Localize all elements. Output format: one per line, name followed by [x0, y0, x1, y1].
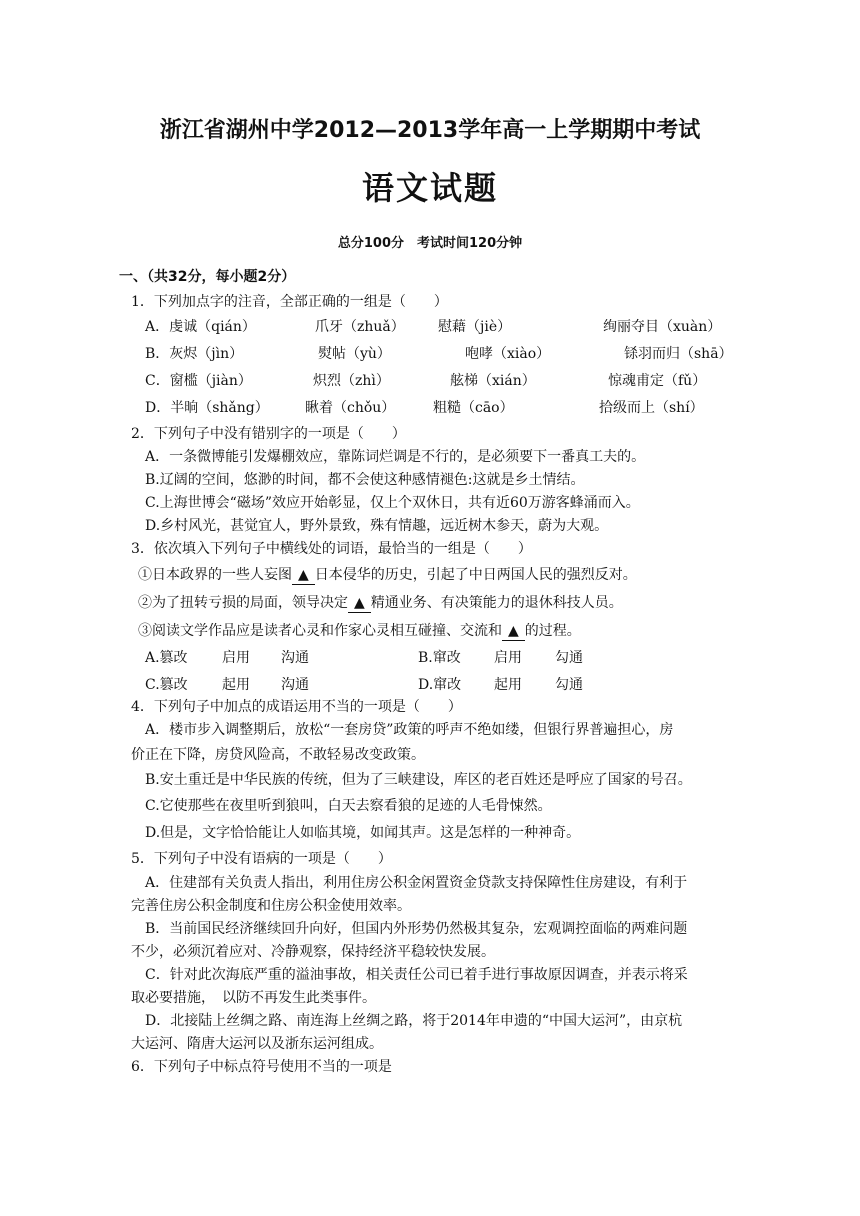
question-2-stem: 2．下列句子中没有错别字的一项是（ ） — [131, 426, 406, 442]
q3-option: 起用 — [222, 677, 250, 693]
section-heading: 一、（共32分，每小题2分） — [119, 269, 296, 285]
q2-option-b: B.辽阔的空间，悠渺的时间，都不会使这种感情褪色:这就是乡土情结。 — [145, 472, 585, 488]
q2-option-c: C.上海世博会“磁场”效应开始彰显，仅上个双休日，共有近60万游客蜂涌而入。 — [145, 495, 640, 511]
q3-option: C.篡改 — [145, 677, 188, 693]
q3-sentence-3-end: 的过程。 — [524, 623, 581, 639]
q3-sentence-3-start: ③阅读文学作品应是读者心灵和作家心灵相互碰撞、交流和 — [138, 623, 502, 639]
q4-option-c: C.它使那些在夜里听到狼叫，白天去察看狼的足迹的人毛骨悚然。 — [145, 798, 552, 814]
q3-sentence-3 — [138, 622, 581, 641]
q1-option: 爪牙（zhuǎ） — [315, 319, 405, 335]
fill-blank: ▲ — [348, 594, 371, 613]
q1-option: A．虔诚（qián） — [145, 319, 256, 335]
question-1-stem: 1．下列加点字的注音，全部正确的一组是（ ） — [131, 294, 448, 310]
q1-option: 熨帖（yù） — [318, 346, 391, 362]
q3-option: 勾通 — [555, 677, 583, 693]
q3-option: 沟通 — [281, 677, 309, 693]
q3-option: A.篡改 — [145, 650, 188, 666]
q1-option: B．灰烬（jìn） — [145, 346, 244, 362]
q5-option-c-cont: 取必要措施， 以防不再发生此类事件。 — [131, 990, 376, 1006]
q1-option: 绚丽夺目（xuàn） — [603, 319, 722, 335]
q3-sentence-2-end: 精通业务、有决策能力的退休科技人员。 — [370, 595, 623, 611]
question-6-stem: 6．下列句子中标点符号使用不当的一项是 — [131, 1059, 392, 1075]
q1-option: 粗糙（cāo） — [433, 400, 514, 416]
q1-option: 拾级而上（shí） — [599, 400, 704, 416]
q2-option-d: D.乡村风光，甚觉宜人，野外景致，殊有情趣，远近树木参天，蔚为大观。 — [145, 518, 609, 534]
question-5-stem: 5．下列句子中没有语病的一项是（ ） — [131, 851, 392, 867]
q5-option-b: B．当前国民经济继续回升向好，但国内外形势仍然极其复杂，宏观调控面临的两难问题 — [145, 921, 688, 937]
question-3-stem: 3．依次填入下列句子中横线处的词语，最恰当的一组是（ ） — [131, 541, 532, 557]
q5-option-a: A．住建部有关负责人指出，利用住房公积金闲置资金贷款支持保障性住房建设，有利于 — [145, 875, 688, 891]
q3-sentence-1-start: ①日本政界的一些人妄图 — [138, 567, 292, 583]
question-4-stem: 4．下列句子中加点的成语运用不当的一项是（ ） — [131, 699, 462, 715]
q1-option: C．窗槛（jiàn） — [145, 373, 252, 389]
q4-option-a: A．楼市步入调整期后，放松“一套房贷”政策的呼声不绝如缕，但银行界普遍担心，房 — [145, 722, 674, 738]
q1-option: 炽烈（zhì） — [313, 373, 390, 389]
fill-blank: ▲ — [292, 566, 315, 585]
q3-option: 沟通 — [281, 650, 309, 666]
q3-option: 启用 — [494, 650, 522, 666]
q1-option: 舷梯（xián） — [450, 373, 536, 389]
exam-title: 浙江省湖州中学2012—2013学年高一上学期期中考试 — [159, 118, 701, 143]
q3-option: 起用 — [494, 677, 522, 693]
q3-option: D.窜改 — [418, 677, 462, 693]
q3-sentence-2 — [138, 594, 623, 613]
subject-title: 语文试题 — [361, 169, 498, 207]
q1-option: D．半晌（shǎng） — [145, 400, 269, 416]
q4-option-d: D.但是，文字恰恰能让人如临其境，如闻其声。这是怎样的一种神奇。 — [145, 825, 581, 841]
q3-sentence-2-start: ②为了扭转亏损的局面，领导决定 — [138, 595, 348, 611]
q1-option: 瞅着（chǒu） — [305, 400, 396, 416]
q1-option: 慰藉（jiè） — [438, 319, 512, 335]
q5-option-d: D．北接陆上丝绸之路、南连海上丝绸之路，将于2014年申遗的“中国大运河”，由京杭 — [145, 1013, 683, 1029]
q1-option: 惊魂甫定（fǔ） — [608, 373, 707, 389]
exam-meta: 总分100分 考试时间120分钟 — [337, 236, 523, 251]
q2-option-a: A．一条微博能引发爆棚效应，靠陈词烂调是不行的，是必须要下一番真工夫的。 — [145, 449, 646, 465]
q3-sentence-1-end: 日本侵华的历史，引起了中日两国人民的强烈反对。 — [314, 567, 637, 583]
q3-option: 勾通 — [555, 650, 583, 666]
q3-option: B.窜改 — [418, 650, 461, 666]
q1-option: 铩羽而归（shā） — [624, 346, 733, 362]
q4-option-a-cont: 价正在下降，房贷风险高，不敢轻易改变政策。 — [131, 747, 425, 763]
q5-option-c: C．针对此次海底严重的溢油事故，相关责任公司已着手进行事故原因调查，并表示将采 — [145, 967, 688, 983]
q3-option: 启用 — [222, 650, 250, 666]
q1-option: 咆哮（xiào） — [465, 346, 551, 362]
q5-option-a-cont: 完善住房公积金制度和住房公积金使用效率。 — [131, 898, 411, 914]
q5-option-b-cont: 不少，必须沉着应对、冷静观察，保持经济平稳较快发展。 — [131, 944, 495, 960]
q4-option-b: B.安土重迁是中华民族的传统，但为了三峡建设，库区的老百姓还是呼应了国家的号召。 — [145, 772, 692, 788]
fill-blank: ▲ — [502, 622, 525, 641]
q5-option-d-cont: 大运河、隋唐大运河以及浙东运河组成。 — [131, 1036, 383, 1052]
q3-sentence-1 — [138, 566, 637, 585]
